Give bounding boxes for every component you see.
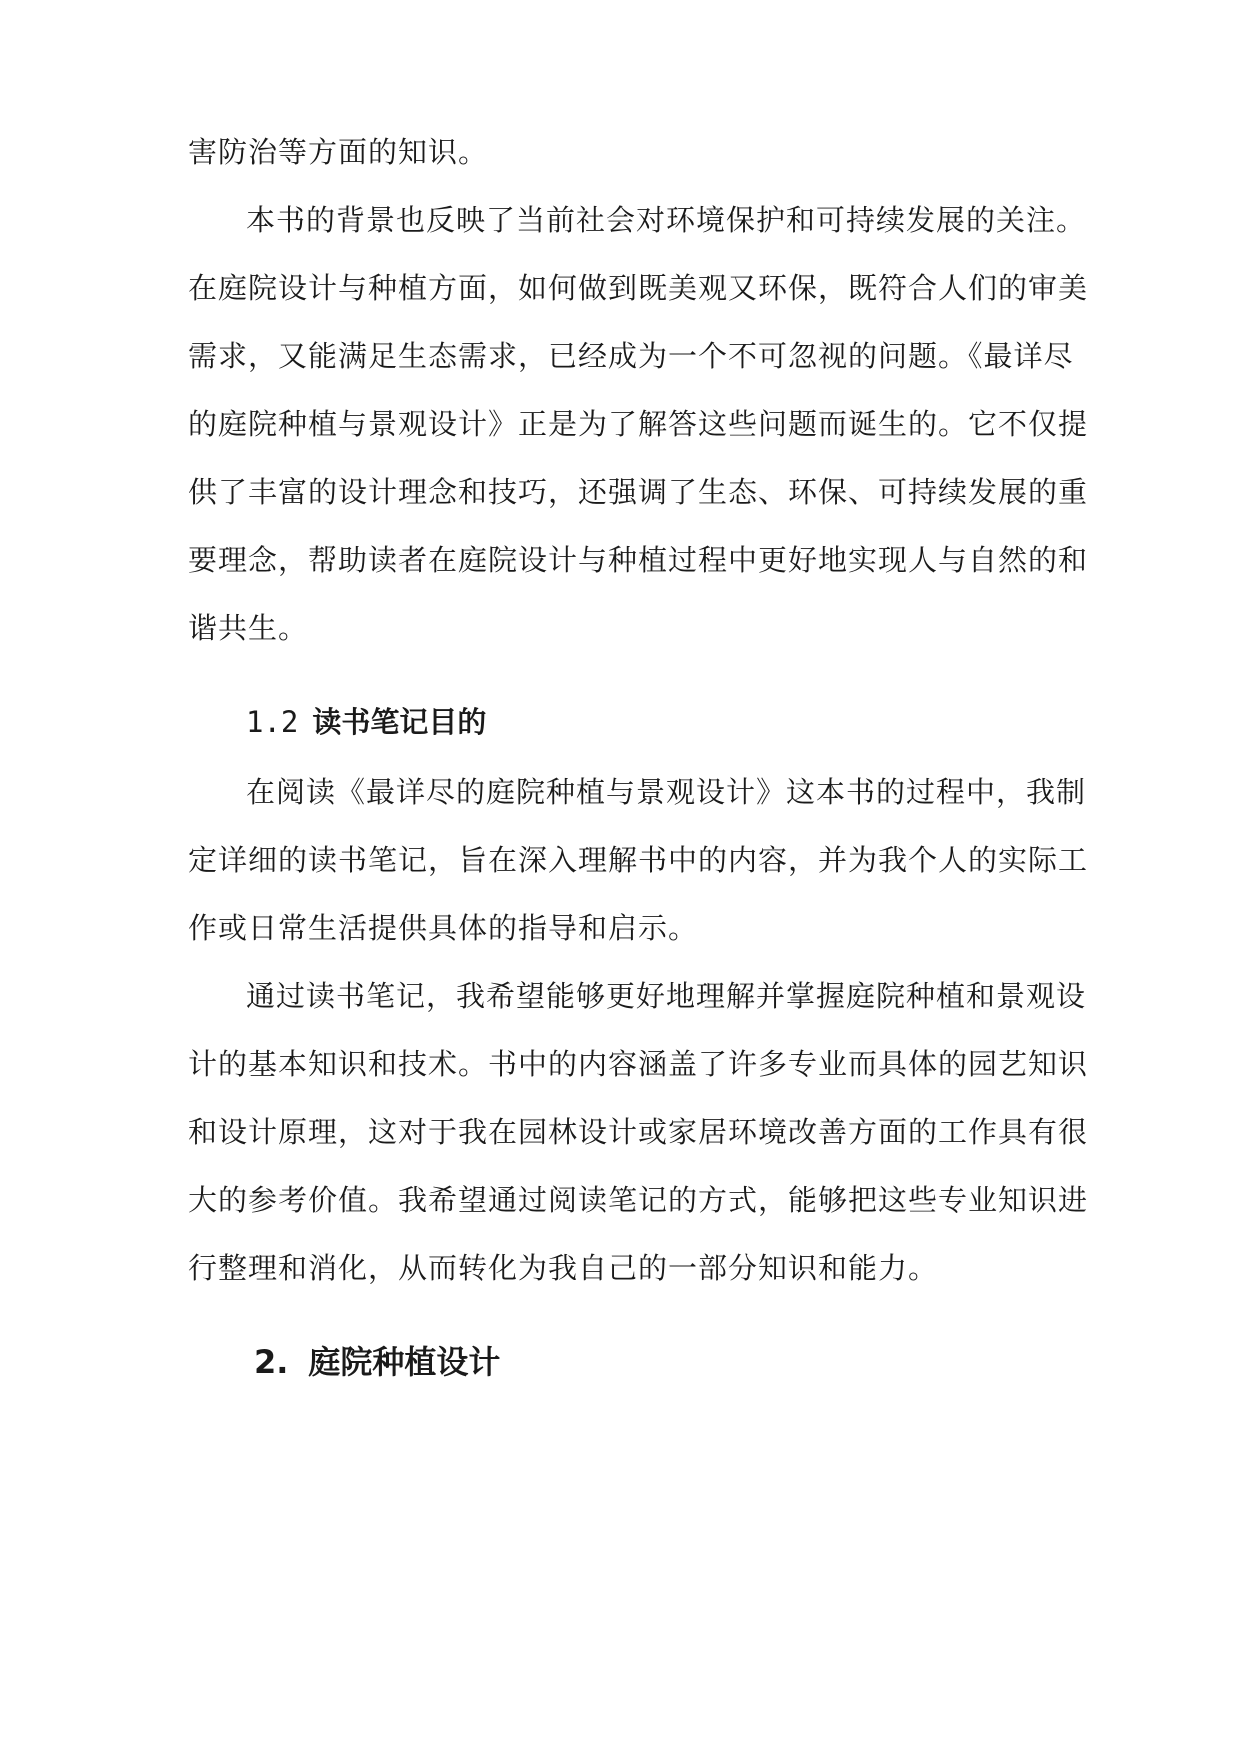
paragraph-line: 害防治等方面的知识。 [188, 135, 489, 169]
paragraph-line: 定详细的读书笔记，旨在深入理解书中的内容，并为我个人的实际工 [188, 843, 1089, 877]
section-number: 2. [254, 1343, 289, 1381]
section-heading-1-2 [246, 702, 486, 742]
paragraph-line: 在阅读《最详尽的庭院种植与景观设计》这本书的过程中，我制 [246, 775, 1087, 809]
section-number: 1.2 [246, 705, 299, 739]
section-heading-2 [254, 1340, 500, 1384]
paragraph-line: 谐共生。 [188, 611, 309, 645]
paragraph-line: 作或日常生活提供具体的指导和启示。 [188, 911, 699, 945]
paragraph-line: 需求，又能满足生态需求，已经成为一个不可忽视的问题。《最详尽 [188, 339, 1074, 373]
section-title: 庭院种植设计 [308, 1343, 501, 1381]
paragraph-line: 和设计原理，这对于我在园林设计或家居环境改善方面的工作具有很 [188, 1115, 1089, 1149]
paragraph-line: 大的参考价值。我希望通过阅读笔记的方式，能够把这些专业知识进 [188, 1183, 1089, 1217]
paragraph-line: 供了丰富的设计理念和技巧，还强调了生态、环保、可持续发展的重 [188, 475, 1089, 509]
paragraph-line: 的庭院种植与景观设计》正是为了解答这些问题而诞生的。它不仅提 [188, 407, 1089, 441]
paragraph-line: 行整理和消化，从而转化为我自己的一部分知识和能力。 [188, 1251, 939, 1285]
paragraph-line: 本书的背景也反映了当前社会对环境保护和可持续发展的关注。 [246, 203, 1087, 237]
paragraph-line: 在庭院设计与种植方面，如何做到既美观又环保，既符合人们的审美 [188, 271, 1089, 305]
paragraph-line: 要理念，帮助读者在庭院设计与种植过程中更好地实现人与自然的和 [188, 543, 1089, 577]
paragraph-line: 通过读书笔记，我希望能够更好地理解并掌握庭院种植和景观设 [246, 979, 1087, 1013]
section-title: 读书笔记目的 [312, 705, 487, 739]
paragraph-line: 计的基本知识和技术。书中的内容涵盖了许多专业而具体的园艺知识 [188, 1047, 1089, 1081]
